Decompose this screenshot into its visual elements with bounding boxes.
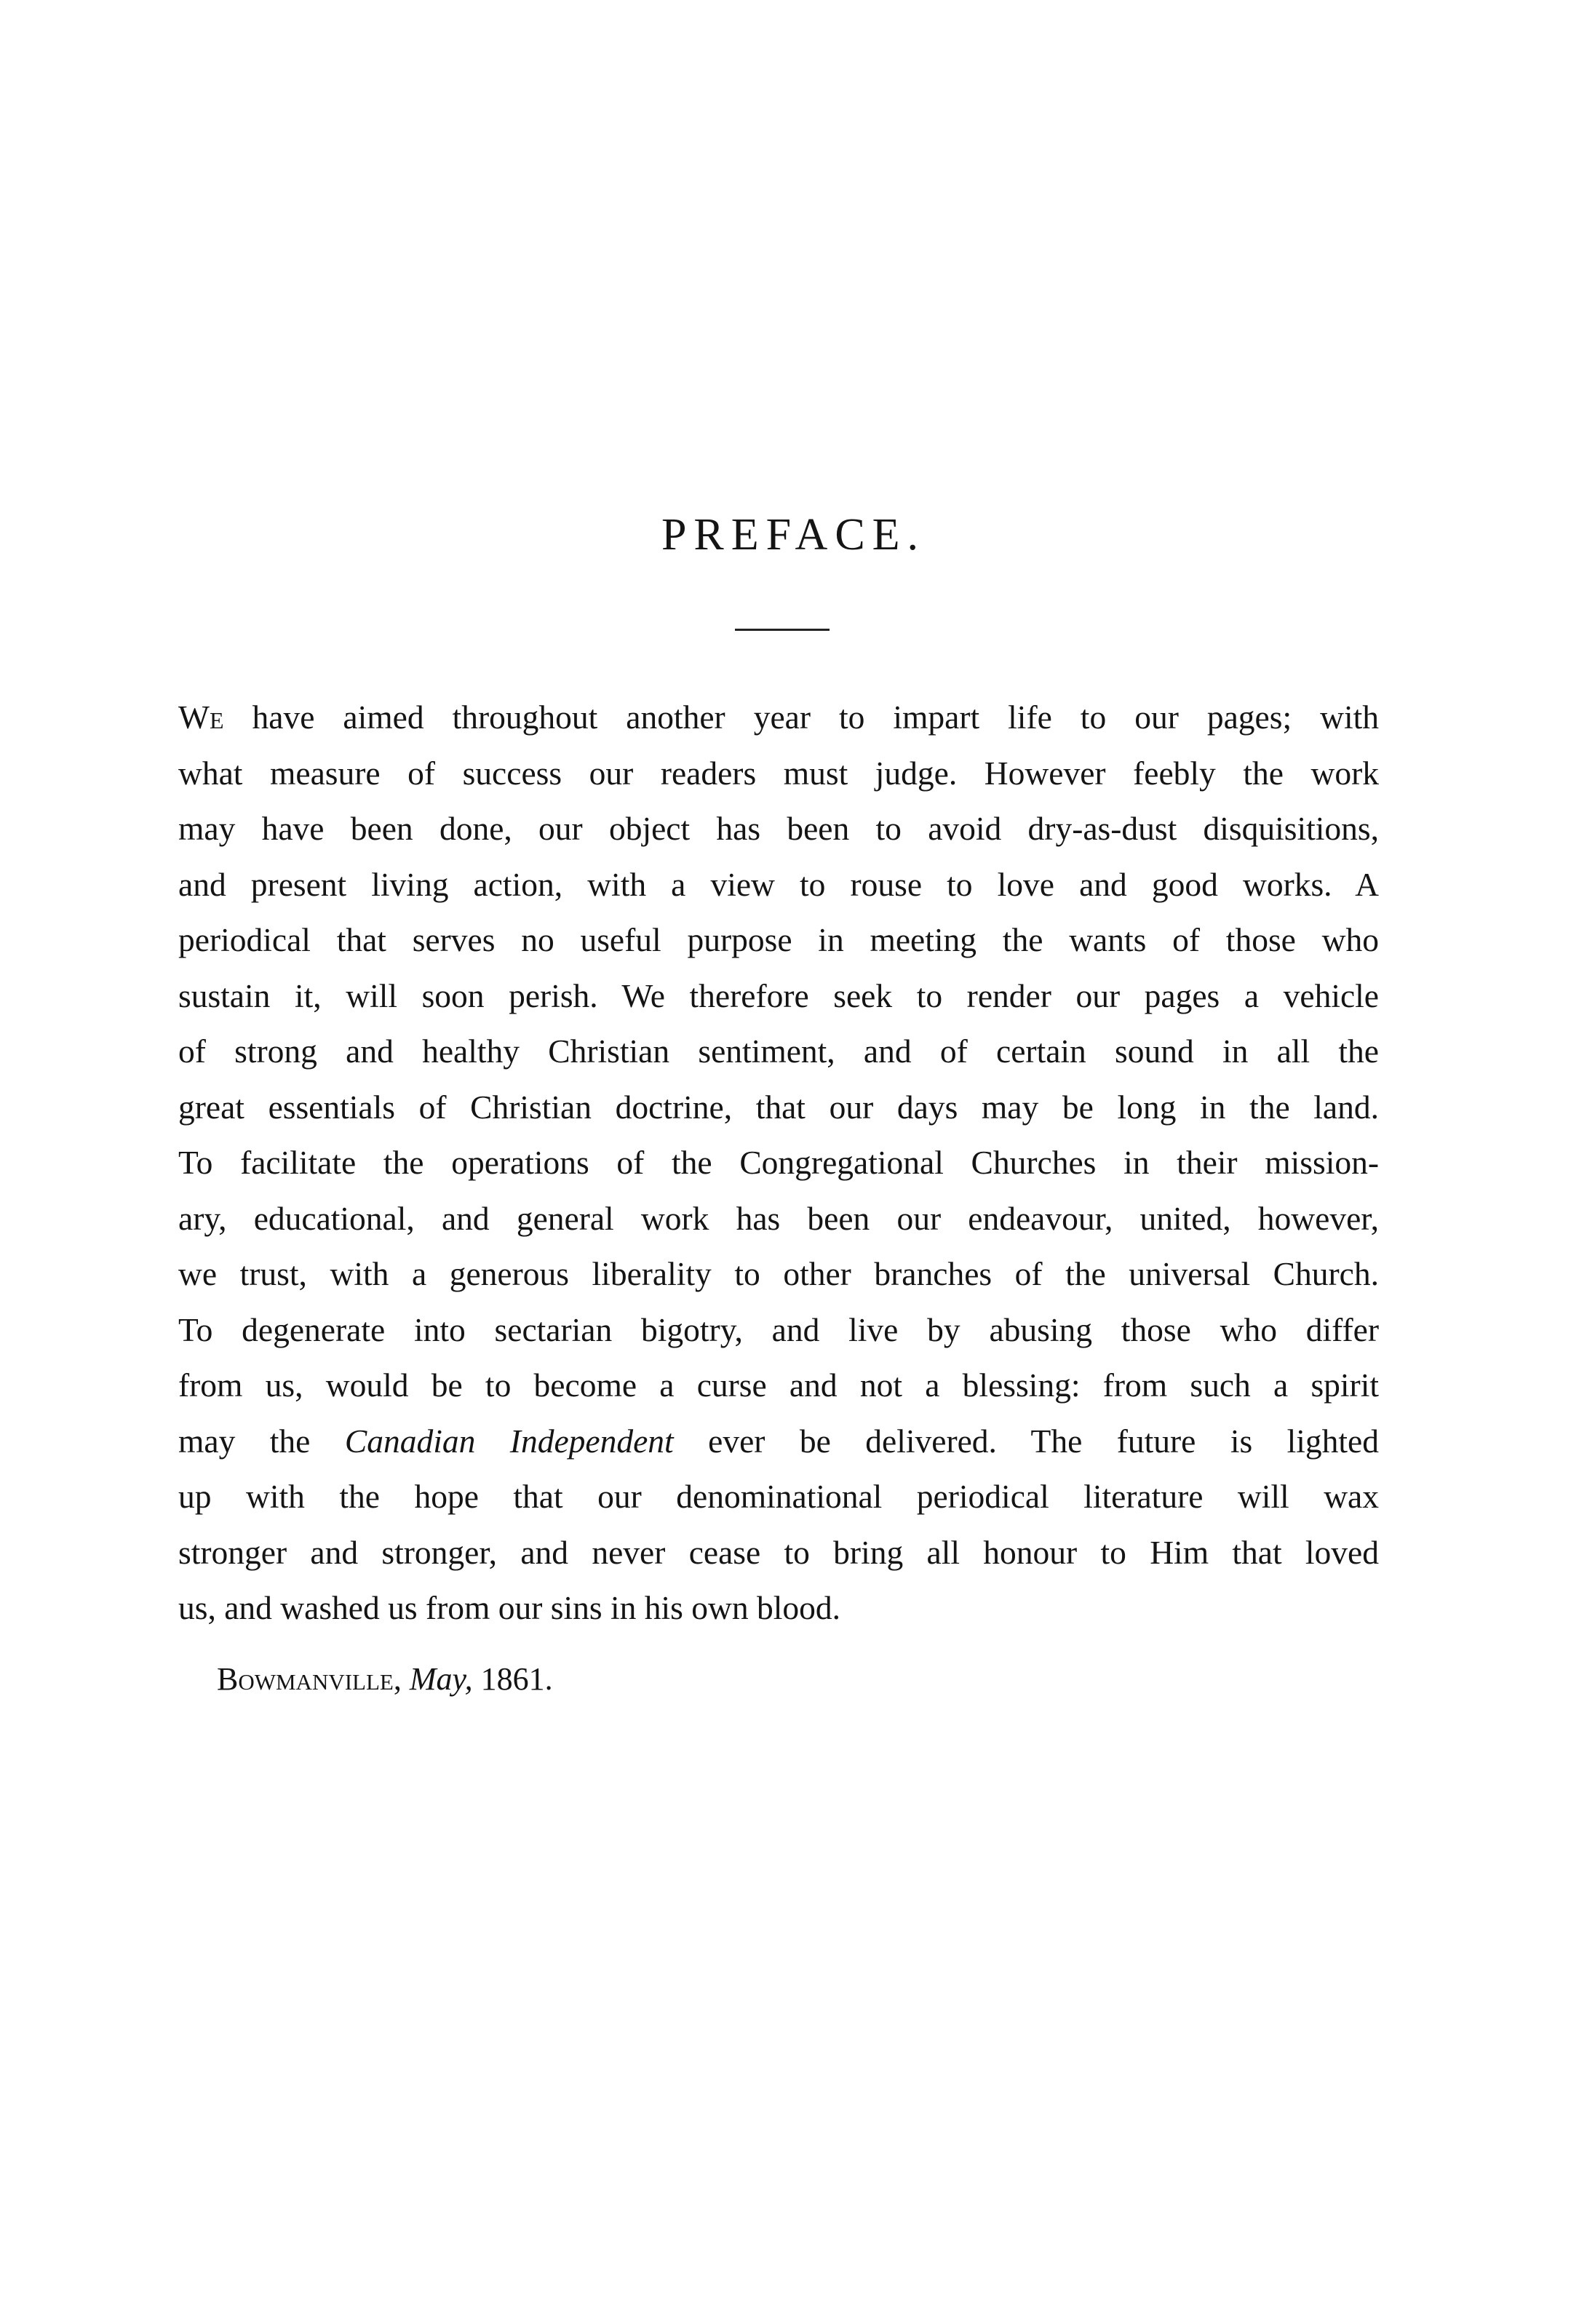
paragraph-line: great essentials of Christian doctrine, that our days may be long in the land. xyxy=(178,1088,1379,1126)
signature-place: Bowmanville, xyxy=(217,1661,402,1697)
title-rule xyxy=(735,629,830,631)
paragraph-line: and present living action, with a view to rouse to love and good works. A xyxy=(178,865,1379,903)
paragraph-line: we trust, with a generous liberality to other branches of the universal Church. xyxy=(178,1255,1379,1292)
paragraph-line: stronger and stronger, and never cease to bring all honour to Him that loved xyxy=(178,1533,1379,1571)
paragraph-line: periodical that serves no useful purpose in meeting the wants of those who xyxy=(178,921,1379,958)
paragraph-line: We have aimed throughout another year to impart life to our pages; with xyxy=(178,699,1379,736)
paragraph-line: from us, would be to become a curse and not a blessing: from such a spirit xyxy=(178,1366,1379,1404)
signature-year: 1861. xyxy=(480,1661,553,1697)
signature-line xyxy=(217,1658,553,1701)
paragraph-line: what measure of success our readers must judge. However feebly the work xyxy=(178,754,1379,792)
paragraph-line: of strong and healthy Christian sentiment, and of certain sound in all the xyxy=(178,1032,1379,1070)
periodical-title-italic: Canadian Independent xyxy=(344,1422,674,1460)
paragraph-line: up with the hope that our denominational periodical literature will wax xyxy=(178,1478,1379,1515)
paragraph-line: ary, educational, and general work has been our endeavour, united, however, xyxy=(178,1199,1379,1237)
paragraph-line: us, and washed us from our sins in his own blood. xyxy=(178,1589,840,1626)
paragraph-line: may the Canadian Independent ever be delivered. The future is lighted xyxy=(178,1422,1379,1460)
paragraph-line: may have been done, our object has been to avoid dry-as-dust disquisitions, xyxy=(178,810,1379,847)
paragraph-line: sustain it, will soon perish. We therefore seek to render our pages a vehicle xyxy=(178,976,1379,1014)
paragraph-line: To facilitate the operations of the Congregational Churches in their mission- xyxy=(178,1144,1379,1181)
signature-month: May, xyxy=(409,1661,473,1697)
paragraph-line: To degenerate into sectarian bigotry, and live by abusing those who differ xyxy=(178,1310,1379,1348)
preface-paragraph xyxy=(178,690,1379,1636)
page-title: PREFACE. xyxy=(661,510,926,560)
